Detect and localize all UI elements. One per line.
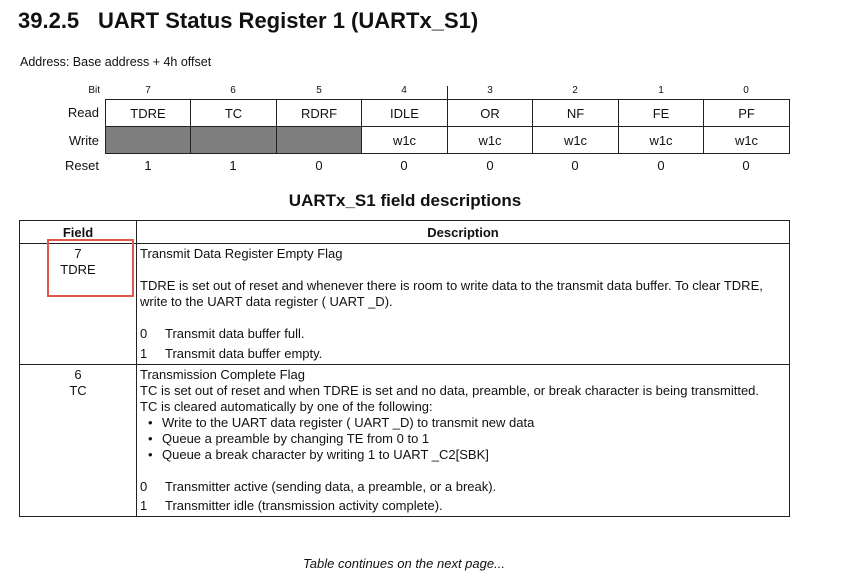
value-text: Transmitter active (sending data, a preamble, or a break). xyxy=(165,479,497,494)
section-number: 39.2.5 xyxy=(18,8,80,33)
field-name: TC xyxy=(69,383,87,398)
field-cell xyxy=(20,365,137,517)
write-field-fe: w1c xyxy=(618,126,704,154)
write-field-reserved xyxy=(276,126,362,154)
reset-value: 1 xyxy=(144,158,152,173)
field-body: TC is set out of reset and when TDRE is set and no data, preamble, or break character is being transmitted. xyxy=(140,383,760,398)
field-descriptions-table xyxy=(19,220,790,517)
reset-value: 0 xyxy=(486,158,494,173)
section-heading xyxy=(18,8,478,34)
table-row xyxy=(20,365,790,517)
write-field-reserved xyxy=(105,126,191,154)
read-field-fe: FE xyxy=(618,99,704,127)
value-item xyxy=(140,326,786,342)
write-field-nf: w1c xyxy=(532,126,619,154)
highlight-box xyxy=(47,239,134,297)
table-header-row xyxy=(20,221,790,244)
bullet-list xyxy=(140,415,786,463)
field-bit: 7 xyxy=(74,246,82,261)
write-field-reserved xyxy=(190,126,277,154)
field-body-2: TC is cleared automatically by one of the following: xyxy=(140,399,433,414)
value-item xyxy=(140,498,786,514)
reset-row-label: Reset xyxy=(65,158,99,173)
read-field-rdrf: RDRF xyxy=(276,99,362,127)
table-title xyxy=(0,191,842,211)
field-bit: 6 xyxy=(74,367,82,382)
table-title-text: UARTx_S1 field descriptions xyxy=(288,191,522,210)
reset-value: 0 xyxy=(571,158,579,173)
value-text: Transmit data buffer full. xyxy=(165,326,305,341)
write-field-idle: w1c xyxy=(361,126,448,154)
write-field-pf: w1c xyxy=(703,126,790,154)
value-text: Transmit data buffer empty. xyxy=(165,346,323,361)
bit-number: 1 xyxy=(658,85,664,96)
reset-value: 1 xyxy=(229,158,237,173)
read-field-tdre: TDRE xyxy=(105,99,191,127)
field-title: Transmit Data Register Empty Flag xyxy=(140,246,343,261)
reset-value: 0 xyxy=(400,158,408,173)
table-continues-note: Table continues on the next page... xyxy=(303,556,505,571)
read-field-or: OR xyxy=(447,99,533,127)
field-body: TDRE is set out of reset and whenever there is room to write data to the transmit data buffer. To clear TDRE, write to the UART data register ( UART _D). xyxy=(140,278,763,309)
read-field-pf: PF xyxy=(703,99,790,127)
bit-number: 2 xyxy=(572,85,578,96)
read-field-nf: NF xyxy=(532,99,619,127)
bit-number: 7 xyxy=(145,85,151,96)
reset-value: 0 xyxy=(315,158,323,173)
read-row-label: Read xyxy=(67,105,99,120)
value-key: 0 xyxy=(140,479,148,494)
field-name: TDRE xyxy=(60,262,96,277)
value-key: 0 xyxy=(140,326,148,341)
bit-number: 6 xyxy=(230,85,236,96)
bit-number: 3 xyxy=(487,85,493,96)
value-item xyxy=(140,479,786,495)
bullet-item: • Queue a preamble by changing TE from 0 to 1 xyxy=(162,431,786,447)
write-row-label: Write xyxy=(68,133,99,148)
description-cell xyxy=(137,365,790,517)
write-field-or: w1c xyxy=(447,126,533,154)
description-cell xyxy=(137,244,790,365)
reset-value: 0 xyxy=(742,158,750,173)
field-column-header: Field xyxy=(20,221,137,244)
read-field-tc: TC xyxy=(190,99,277,127)
bullet-item: • Write to the UART data register ( UART _D) to transmit new data xyxy=(162,415,786,431)
value-key: 1 xyxy=(140,498,148,513)
bullet-item: • Queue a break character by writing 1 to UART _C2[SBK] xyxy=(162,447,786,463)
description-column-header: Description xyxy=(137,221,790,244)
bit-number: 5 xyxy=(316,85,322,96)
reset-value: 0 xyxy=(657,158,665,173)
table-row xyxy=(20,244,790,365)
read-field-idle: IDLE xyxy=(361,99,448,127)
field-title: Transmission Complete Flag xyxy=(140,367,305,382)
section-title: UART Status Register 1 (UARTx_S1) xyxy=(98,8,479,33)
bit-number: 4 xyxy=(401,85,407,96)
value-key: 1 xyxy=(140,346,148,361)
register-address: Address: Base address + 4h offset xyxy=(20,55,212,69)
bit-number: 0 xyxy=(743,85,749,96)
nibble-divider xyxy=(447,86,448,99)
bit-row-label: Bit xyxy=(88,85,100,96)
value-text: Transmitter idle (transmission activity complete). xyxy=(165,498,443,513)
value-item xyxy=(140,346,786,362)
